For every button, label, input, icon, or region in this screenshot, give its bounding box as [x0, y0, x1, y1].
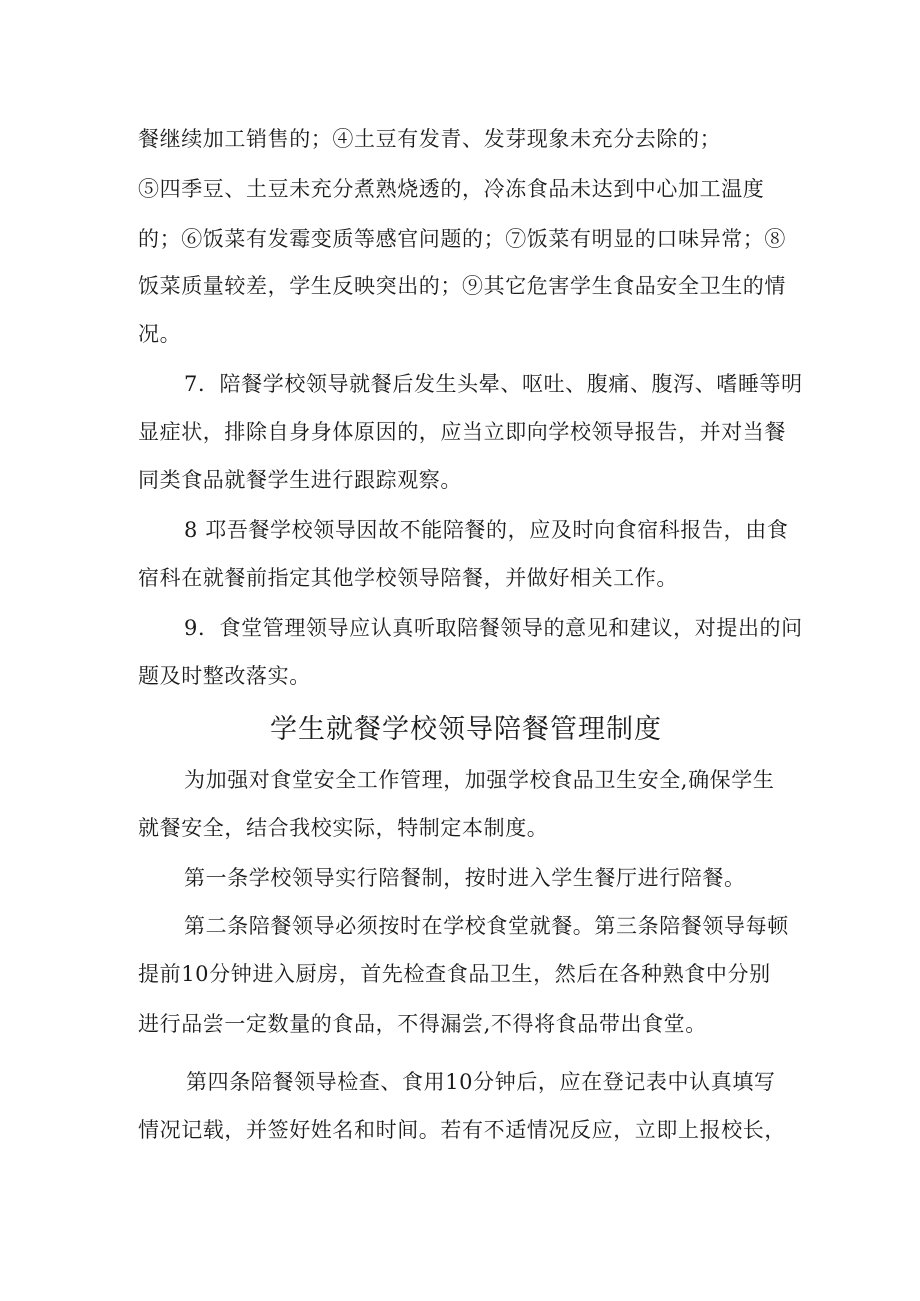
item-8-line: 宿科在就餐前指定其他学校领导陪餐，并做好相关工作。 [138, 566, 678, 590]
paragraph-line: 饭菜质量较差，学生反映突出的；⑨其它危害学生食品安全卫生的情 [138, 274, 786, 298]
item-9-line: 题及时整改落实。 [138, 664, 311, 688]
article-2-3-line: 提前10分钟进入厨房，首先检查食品卫生，然后在各种熟食中分别 [138, 962, 771, 986]
item-8-line: 8 邛吾餐学校领导因故不能陪餐的，应及时向食宿科报告，由食 [184, 518, 789, 542]
item-7-line: 7．陪餐学校领导就餐后发生头晕、呕吐、腹痛、腹泻、嗜睡等明 [184, 372, 803, 396]
item-7-line: 同类食品就餐学生进行跟踪观察。 [138, 468, 462, 492]
intro-line: 为加强对食堂安全工作管理，加强学校食品卫生安全,确保学生 [184, 768, 775, 792]
article-1-line: 第一条学校领导实行陪餐制，按时进入学生餐厅进行陪餐。 [184, 866, 746, 890]
paragraph-line: 餐继续加工销售的；④土豆有发青、发芽现象未充分去除的； [138, 127, 722, 151]
paragraph-line: 的；⑥饭菜有发霉变质等感官问题的；⑦饭菜有明显的口味异常；⑧ [138, 227, 786, 251]
paragraph-line: ⑤四季豆、土豆未充分煮熟烧透的，冷冻食品未达到中心加工温度 [138, 177, 765, 201]
intro-line: 就餐安全，结合我校实际，特制定本制度。 [138, 816, 549, 840]
article-4-line: 情况记载，并签好姓名和时间。若有不适情况反应，立即上报校长， [138, 1118, 786, 1142]
section-title: 学生就餐学校领导陪餐管理制度 [270, 714, 662, 745]
paragraph-line: 况。 [138, 322, 182, 346]
article-2-3-line: 进行品尝一定数量的食品，不得漏尝,不得将食品带出食堂。 [138, 1012, 707, 1036]
article-2-3-line: 第二条陪餐领导必须按时在学校食堂就餐。第三条陪餐领导每顿 [184, 914, 789, 938]
item-7-line: 显症状，排除自身身体原因的，应当立即向学校领导报告，并对当餐 [138, 420, 786, 444]
item-9-line: 9．食堂管理领导应认真听取陪餐领导的意见和建议，对提出的问 [184, 616, 803, 640]
article-4-line: 第四条陪餐领导检查、食用10分钟后，应在登记表中认真填写 [186, 1070, 776, 1094]
